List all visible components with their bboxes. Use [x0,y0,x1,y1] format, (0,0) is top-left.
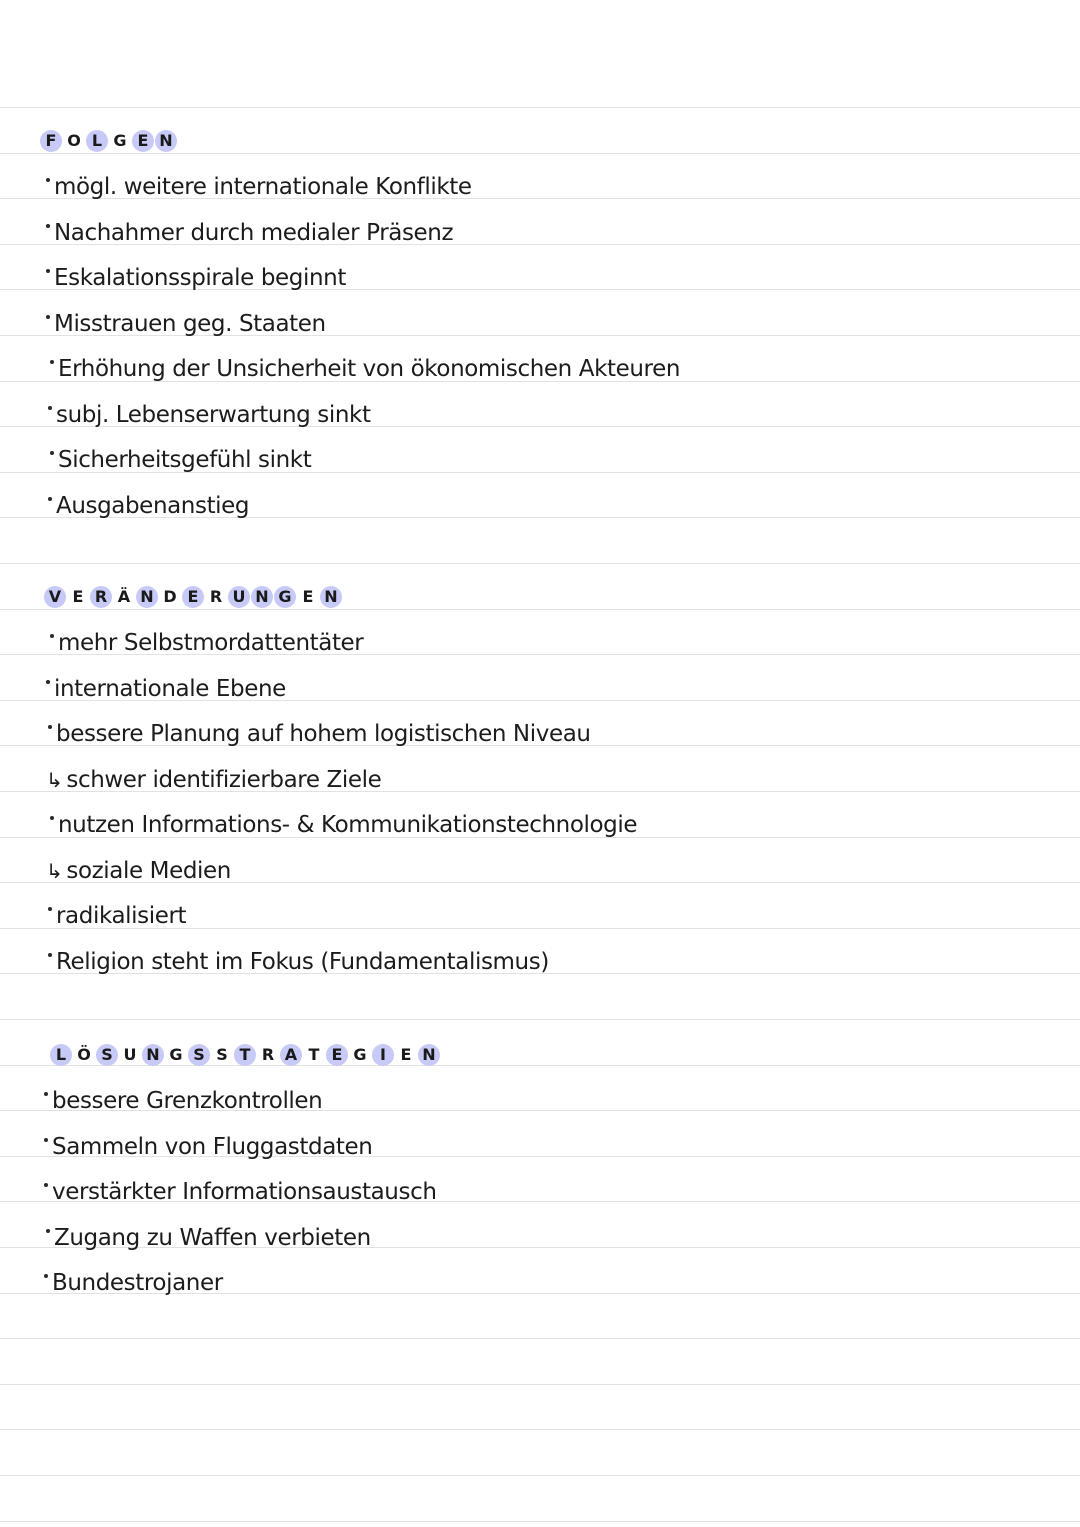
list-item-text: Eskalationsspirale beginnt [54,265,346,291]
list-item [48,719,591,749]
list-item [48,947,549,977]
bullet-dot-icon [46,1229,50,1233]
list-item [46,765,381,795]
heading-letter: N [418,1044,440,1066]
list-item-text: internationale Ebene [54,676,286,702]
list-item-text: Nachahmer durch medialer Präsenz [54,220,454,246]
bullet-dot-icon [44,1274,48,1278]
ruled-line [0,1429,1080,1430]
heading-letter: E [182,586,204,608]
list-item-text: soziale Medien [66,858,231,884]
heading-letter: N [155,130,177,152]
bullet-dot-icon [48,406,52,410]
list-item [44,1086,322,1116]
heading-letter: N [320,586,342,608]
heading-letter: G [169,1045,183,1064]
bullet-dot-icon [44,1138,48,1142]
heading-letter: U [228,586,250,608]
ruled-line [0,1475,1080,1476]
heading-letter: E [400,1045,412,1064]
list-item-text: nutzen Informations- & Kommunikationstechnologie [58,812,638,838]
list-item [46,1223,371,1253]
bullet-dot-icon [50,451,54,455]
heading-letter: R [209,587,223,606]
list-item-text: mögl. weitere internationale Konflikte [54,174,472,200]
heading-letter: Ö [77,1045,91,1064]
list-item [50,628,363,658]
section-heading-2 [50,1040,441,1070]
bullet-dot-icon [46,269,50,273]
ruled-line [0,1384,1080,1385]
heading-letter: V [44,586,66,608]
list-item [46,172,472,202]
heading-letter: R [261,1045,275,1064]
list-item [50,354,680,384]
heading-letter: L [50,1044,72,1066]
heading-letter: E [326,1044,348,1066]
ruled-line [0,1019,1080,1020]
bullet-dot-icon [46,224,50,228]
list-item [46,263,346,293]
heading-letter: I [372,1044,394,1066]
heading-letter: S [216,1045,228,1064]
list-item [48,901,186,931]
ruled-line [0,1338,1080,1339]
list-item [44,1268,223,1298]
heading-letter: G [113,131,127,150]
list-item [46,674,286,704]
ruled-line [0,107,1080,108]
heading-letter: O [67,131,81,150]
bullet-dot-icon [46,178,50,182]
section-heading-0 [40,126,178,156]
bullet-dot-icon [48,725,52,729]
list-item [50,810,637,840]
list-item [44,1132,372,1162]
bullet-dot-icon [50,816,54,820]
section-heading-1 [44,582,343,612]
heading-letter: A [280,1044,302,1066]
list-item [50,445,311,475]
heading-letter: E [302,587,314,606]
heading-letter: Ä [117,587,131,606]
list-item-text: Zugang zu Waffen verbieten [54,1225,371,1251]
list-item [46,309,326,339]
list-item [46,856,231,886]
list-item-text: Sammeln von Fluggastdaten [52,1134,373,1160]
heading-letter: G [274,586,296,608]
list-item-text: bessere Grenzkontrollen [52,1088,323,1114]
list-item-text: radikalisiert [56,903,187,929]
heading-letter: D [163,587,177,606]
bullet-dot-icon [48,497,52,501]
heading-letter: S [96,1044,118,1066]
ruled-line [0,1521,1080,1522]
arrow-return-icon: ↳ [46,768,63,792]
bullet-dot-icon [46,315,50,319]
list-item [46,218,453,248]
list-item-text: Bundestrojaner [52,1270,223,1296]
heading-letter: E [72,587,84,606]
list-item [44,1177,437,1207]
bullet-dot-icon [44,1183,48,1187]
list-item-text: Misstrauen geg. Staaten [54,311,326,337]
heading-letter: N [142,1044,164,1066]
list-item-text: Sicherheitsgefühl sinkt [58,447,312,473]
list-item-text: subj. Lebenserwartung sinkt [56,402,371,428]
heading-letter: N [251,586,273,608]
list-item-text: Erhöhung der Unsicherheit von ökonomischen Akteuren [58,356,681,382]
heading-letter: L [86,130,108,152]
bullet-dot-icon [48,907,52,911]
heading-letter: S [188,1044,210,1066]
bullet-dot-icon [48,953,52,957]
heading-letter: T [308,1045,320,1064]
heading-letter: N [136,586,158,608]
heading-letter: T [234,1044,256,1066]
heading-letter: R [90,586,112,608]
list-item-text: schwer identifizierbare Ziele [66,767,382,793]
heading-letter: F [40,130,62,152]
heading-letter: E [132,130,154,152]
bullet-dot-icon [46,680,50,684]
list-item-text: mehr Selbstmordattentäter [58,630,364,656]
ruled-line [0,563,1080,564]
bullet-dot-icon [50,634,54,638]
list-item-text: Religion steht im Fokus (Fundamentalismus) [56,949,549,975]
list-item [48,491,249,521]
list-item [48,400,371,430]
bullet-dot-icon [50,360,54,364]
heading-letter: U [123,1045,137,1064]
heading-letter: G [353,1045,367,1064]
list-item-text: bessere Planung auf hohem logistischen Niveau [56,721,591,747]
bullet-dot-icon [44,1092,48,1096]
list-item-text: verstärkter Informationsaustausch [52,1179,437,1205]
list-item-text: Ausgabenanstieg [56,493,250,519]
arrow-return-icon: ↳ [46,859,63,883]
